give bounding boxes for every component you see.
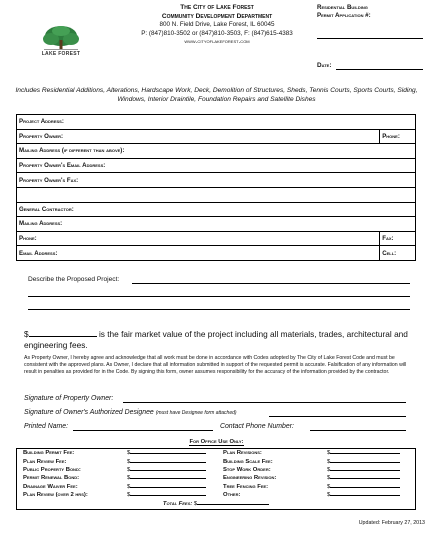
tree-icon [43, 26, 79, 50]
plan-review-fee-label: Plan Review Fee: [23, 458, 67, 465]
public-property-bond-label: Public Property Bond: [23, 466, 81, 473]
building-permit-fee-label: Building Permit Fee: [23, 450, 75, 457]
plan-review-fee-value[interactable]: $ [125, 457, 221, 465]
fair-market-value-block [24, 327, 416, 351]
applicant-info-table [16, 114, 416, 261]
address: 800 N. Field Drive, Lake Forest, IL 60045 [159, 21, 275, 29]
general-contractor-field[interactable]: General Contractor: [17, 202, 416, 217]
designee-signature-label: Signature of Owner's Authorized Designee [24, 409, 154, 416]
total-fees-value[interactable]: $ [194, 501, 269, 507]
permit-renewal-bond-value[interactable]: $ [125, 474, 221, 482]
public-property-bond-value[interactable]: $ [125, 466, 221, 474]
tree-fencing-fee-value[interactable]: $ [325, 483, 416, 491]
designee-signature-block [24, 409, 237, 416]
printed-name-label: Printed Name: [24, 423, 69, 430]
stop-work-order-value[interactable]: $ [325, 466, 416, 474]
updated-date: Updated: February 27, 2013 [358, 520, 425, 526]
contact-phone-field[interactable] [310, 430, 406, 431]
total-fees-row [17, 499, 416, 510]
tree-fencing-fee-label: Tree Fencing Fee: [223, 483, 269, 490]
owner-signature-label: Signature of Property Owner: [24, 395, 114, 402]
phone-numbers: P: (847)810-3502 or (847)810-3503, F: (847)615-4383 [141, 29, 293, 37]
plan-review-over-2hrs-label: Plan Review (over 2 hrs): [23, 492, 88, 499]
date-label: Date: [317, 62, 332, 69]
dollar-sign: $ [24, 329, 29, 339]
permit-renewal-bond-label: Permit Renewal Bond: [23, 475, 80, 482]
org-name: The City of Lake Forest [180, 4, 254, 11]
contact-phone-label: Contact Phone Number: [220, 423, 294, 430]
stop-work-order-label: Stop Work Order: [223, 466, 271, 473]
permit-title-block [317, 4, 429, 21]
owner-agreement-text: As Property Owner, I hereby agree and acknowledge that all work must be done in accordance with Codes adopted by The City of Lake Forest Code and must be consistent with the approved plans. As Owner, I declare that all information submitted in support of the requested permit is accurate. Falsification of any information will result in penalties as provided for in the Code. By signing this form, owner assumes responsibility for the accuracy of the information provided by the contractor. [24, 355, 407, 376]
city-logo [38, 24, 84, 64]
office-use-heading: For Office Use Only: [189, 439, 244, 445]
contractor-cell-field[interactable]: Cell: [380, 246, 416, 261]
building-permit-fee-value[interactable]: $ [125, 449, 221, 458]
engineering-revision-label: Engineering Revision: [223, 475, 277, 482]
contractor-email-field[interactable]: Email Address: [17, 246, 380, 261]
describe-project-line-2[interactable] [28, 296, 410, 297]
designee-note: (must have Designee form attached) [155, 410, 237, 416]
office-fees-table [16, 448, 416, 510]
designee-signature-field[interactable] [269, 416, 406, 417]
department-name: Community Development Department [161, 12, 273, 20]
contractor-mailing-address-field[interactable]: Mailing Address: [17, 217, 416, 232]
property-owner-field[interactable]: Property Owner: [17, 129, 380, 144]
describe-project-label: Describe the Proposed Project: [28, 276, 120, 283]
fair-market-value-field[interactable] [29, 327, 97, 337]
permit-title-line2: Permit Application #: [317, 12, 371, 20]
plan-review-over-2hrs-value[interactable]: $ [125, 491, 221, 499]
printed-name-field[interactable] [73, 430, 213, 431]
owner-fax-field[interactable]: Property Owner's Fax: [17, 173, 416, 188]
other-fee-value[interactable]: $ [325, 491, 416, 499]
building-scale-fee-label: Building Scale Fee: [223, 458, 273, 465]
logo-text: LAKE FOREST [41, 51, 81, 57]
drainage-waiver-fee-value[interactable]: $ [125, 483, 221, 491]
other-fee-label: Other: [223, 492, 241, 499]
permit-number-field[interactable] [317, 38, 423, 39]
fair-market-text: is the fair market value of the project including all materials, trades, architectural and engineering fees. [24, 329, 408, 350]
plan-revisions-label: Plan Revisions: [223, 450, 262, 457]
date-field[interactable] [336, 69, 423, 70]
website-link[interactable]: www.cityoflakeforest.com [184, 38, 250, 46]
plan-revisions-value[interactable]: $ [325, 449, 416, 458]
describe-project-line-3[interactable] [28, 309, 410, 310]
project-address-field[interactable]: Project Address: [17, 115, 416, 130]
permit-scope-text: Includes Residential Additions, Alterations, Hardscape Work, Deck, Demolition of Structures, Sheds, Tennis Courts, Sports Courts, Siding, Windows, Interior Draintile, Foundation Repairs and Satellite Dishes [15, 87, 418, 103]
engineering-revision-value[interactable]: $ [325, 474, 416, 482]
building-scale-fee-value[interactable]: $ [325, 457, 416, 465]
alt-mailing-address-field[interactable]: Mailing Address (if different than above): [17, 144, 416, 159]
permit-title-line1: Residential Building [317, 4, 368, 11]
total-fees-label: Total Fees: [162, 501, 193, 508]
owner-phone-field[interactable]: Phone: [380, 129, 416, 144]
drainage-waiver-fee-label: Drainage Waiver Fee: [23, 483, 78, 490]
owner-email-field[interactable]: Property Owner's Email Address: [17, 158, 416, 173]
contractor-fax-field[interactable]: Fax: [380, 231, 416, 246]
describe-project-line-1[interactable] [132, 283, 410, 284]
contractor-phone-field[interactable]: Phone: [17, 231, 380, 246]
header-block [92, 4, 342, 47]
owner-signature-field[interactable] [123, 402, 406, 403]
